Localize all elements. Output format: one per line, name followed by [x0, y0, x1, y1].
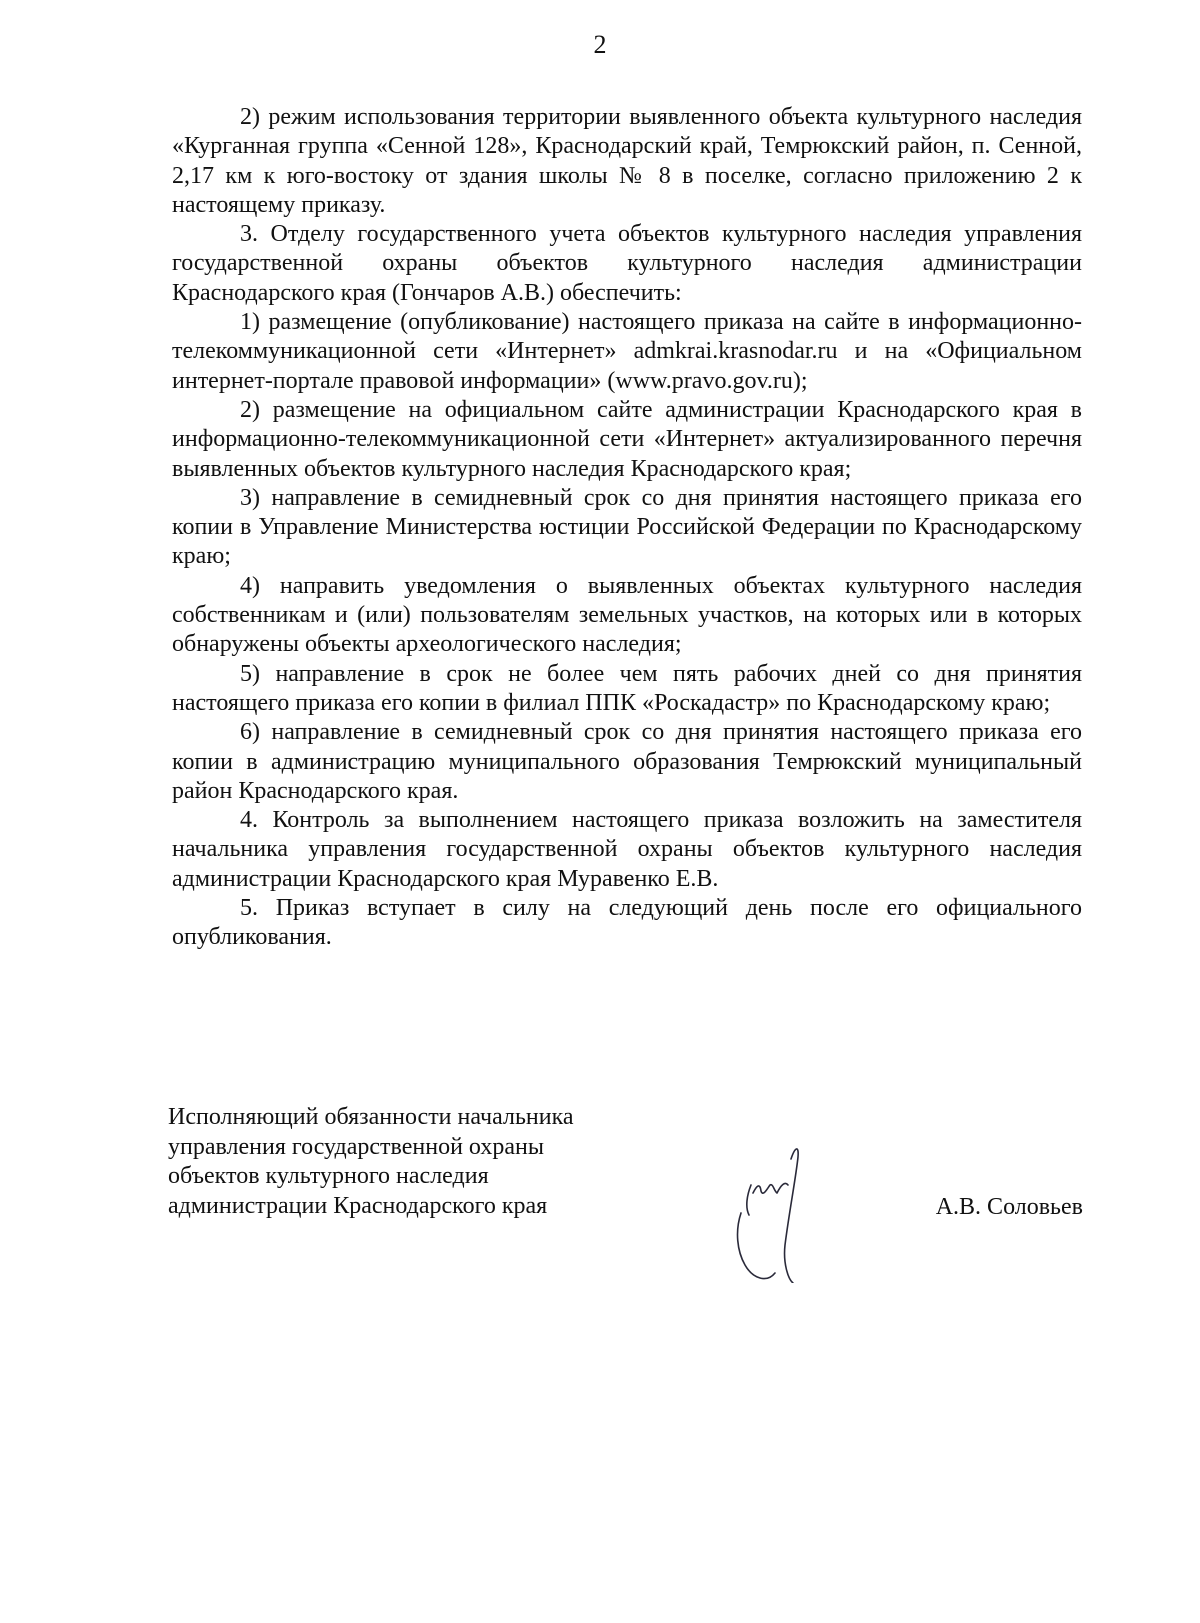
paragraph-item-3-2-website: 2) размещение на официальном сайте администрации Краснодарского края в информационно-телекоммуникационной сети «Интернет» актуализированного перечня выявленных объектов культурного наследия Краснодарского края;: [172, 396, 1082, 482]
signer-position: [168, 1103, 688, 1221]
signature-block: [168, 1103, 1083, 1303]
signer-position-line: управления государственной охраны: [168, 1133, 544, 1160]
paragraph-item-5-effective: 5. Приказ вступает в силу на следующий день после его официального опубликования.: [172, 895, 1082, 951]
paragraph-item-3-4-notifications: 4) направить уведомления о выявленных объектах культурного наследия собственникам и (или) пользователям земельных участков, на которых или в которых обнаружены объекты археологического наследия;: [172, 572, 1082, 658]
document-body: [172, 103, 1082, 953]
paragraph-item-4-control: 4. Контроль за выполнением настоящего приказа возложить на заместителя начальника управления государственной охраны объектов культурного наследия администрации Краснодарского края Муравенко Е.В.: [172, 807, 1082, 892]
signer-position-line: объектов культурного наследия: [168, 1163, 489, 1189]
page-number: 2: [593, 30, 607, 59]
paragraph-item-3-5-roskadastr: 5) направление в срок не более чем пять рабочих дней со дня принятия настоящего приказа его копии в филиал ППК «Роскадастр» по Краснодарскому краю;: [172, 660, 1082, 716]
paragraph-item-3-3-ministry: 3) направление в семидневный срок со дня принятия настоящего приказа его копии в Управление Министерства юстиции Российской Федерации по Краснодарскому краю;: [172, 484, 1082, 570]
paragraph-item-3-6-municipality: 6) направление в семидневный срок со дня принятия настоящего приказа его копии в администрацию муниципального образования Темрюкский муниципальный район Краснодарского края.: [172, 719, 1082, 804]
handwritten-signature: [733, 1133, 813, 1283]
paragraph-item-3-1-publication: 1) размещение (опубликование) настоящего приказа на сайте в информационно-телекоммуникационной сети «Интернет» admkrai.krasnodar.ru и на «Официальном интернет-портале правовой информации» (www.pravo.gov.ru);: [172, 309, 1082, 394]
signer-name: А.В. Соловьев: [935, 1194, 1083, 1220]
signer-position-line: администрации Краснодарского края: [168, 1192, 548, 1219]
paragraph-regime-territory: 2) режим использования территории выявленного объекта культурного наследия «Курганная группа «Сенной 128», Краснодарский край, Темрюкский район, п. Сенной, 2,17 км к юго-востоку от здания школы № 8 в поселке, согласно приложению 2 к настоящему приказу.: [172, 104, 1082, 218]
signer-position-line: Исполняющий обязанности начальника: [168, 1104, 574, 1130]
paragraph-item-3-department: 3. Отделу государственного учета объектов культурного наследия управления государственной охраны объектов культурного наследия администрации Краснодарского края (Гончаров А.В.) обеспечить:: [172, 221, 1082, 306]
